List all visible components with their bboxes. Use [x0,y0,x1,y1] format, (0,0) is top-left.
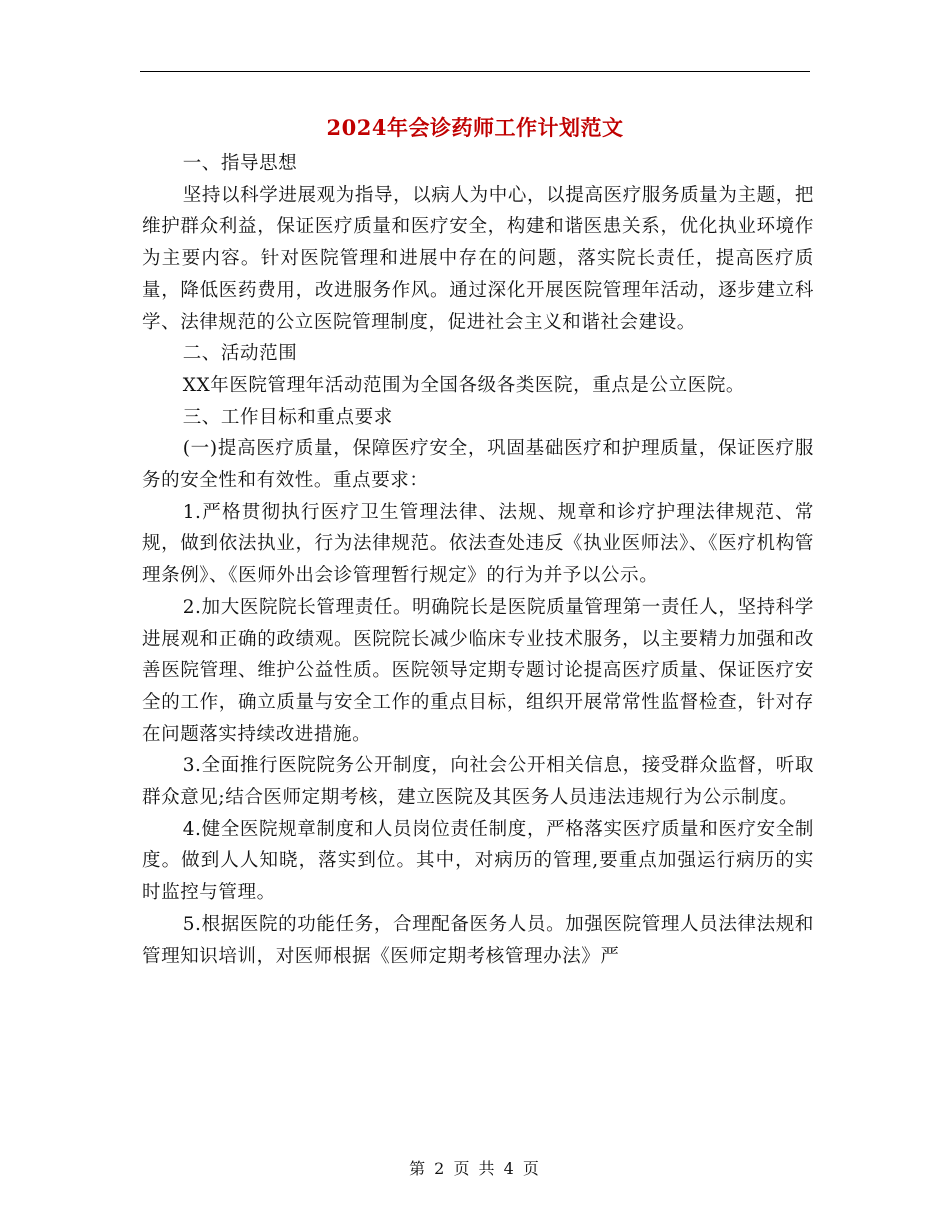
paragraph-activity-scope: XX年医院管理年活动范围为全国各级各类医院，重点是公立医院。 [182,374,746,396]
section-heading-activity-scope: 二、活动范围 [182,343,298,365]
paragraph-goal-1: (一)提高医疗质量，保障医疗安全，巩固基础医疗和护理质量，保证医疗服务的安全性和有效性。重点要求： [142,438,814,492]
document-title: 2024年会诊药师工作计划范文 [326,115,624,140]
header-rule [140,71,810,72]
list-item-4: 4.健全医院规章制度和人员岗位责任制度，严格落实医疗质量和医疗安全制度。做到人人知晓，落实到位。其中，对病历的管理,要重点加强运行病历的实时监控与管理。 [142,818,814,904]
section-heading-guiding-thought: 一、指导思想 [182,153,298,174]
list-item-3: 3.全面推行医院院务公开制度，向社会公开相关信息，接受群众监督，听取群众意见;结合医师定期考核，建立医院及其医务人员违法违规行为公示制度。 [142,755,814,809]
list-item-5: 5.根据医院的功能任务，合理配备医务人员。加强医院管理人员法律法规和管理知识培训，对医师根据《医师定期考核管理办法》严 [142,913,814,967]
list-item-2: 2.加大医院院长管理责任。明确院长是医院质量管理第一责任人，坚持科学进展观和正确的政绩观。医院院长减少临床专业技术服务，以主要精力加强和改善医院管理、维护公益性质。医院领导定期专题讨论提高医疗质量、保证医疗安全的工作，确立质量与安全工作的重点目标，组织开展常常性监督检查，针对存在问题落实持续改进措施。 [142,596,814,745]
list-item-1: 1.严格贯彻执行医疗卫生管理法律、法规、规章和诊疗护理法律规范、常规，做到依法执业，行为法律规范。依法查处违反《执业医师法》、《医疗机构管理条例》、《医师外出会诊管理暂行规定》的行为并予以公示。 [142,501,814,587]
paragraph-guiding-thought: 坚持以科学进展观为指导，以病人为中心，以提高医疗服务质量为主题，把维护群众利益，保证医疗质量和医疗安全，构建和谐医患关系，优化执业环境作为主要内容。针对医院管理和进展中存在的问题，落实院长责任，提高医疗质量，降低医药费用，改进服务作风。通过深化开展医院管理年活动，逐步建立科学、法律规范的公立医院管理制度，促进社会主义和谐社会建设。 [142,184,814,333]
document-body [142,148,814,972]
section-heading-goals: 三、工作目标和重点要求 [182,406,393,428]
page-footer: 第 2 页 共 4 页 [409,1159,541,1178]
